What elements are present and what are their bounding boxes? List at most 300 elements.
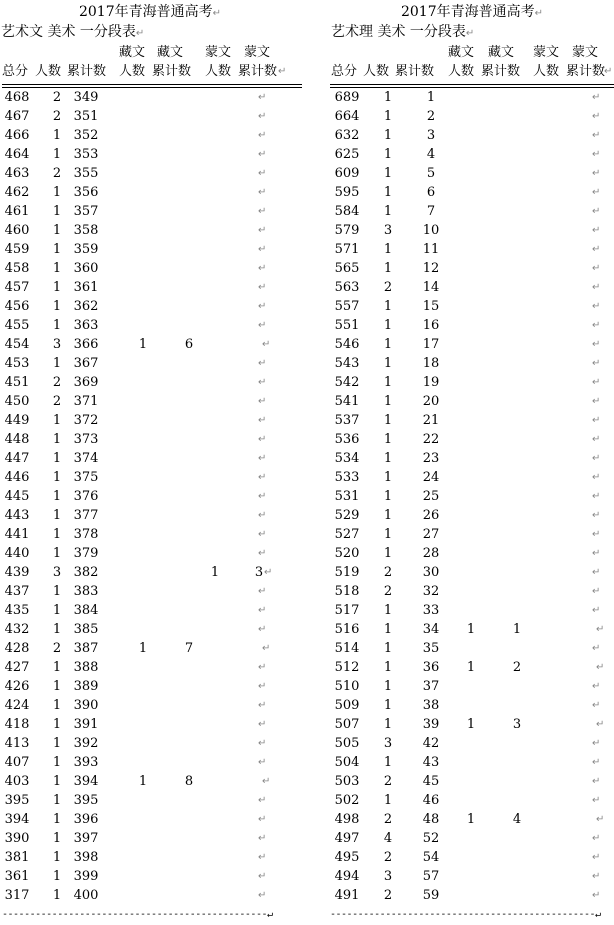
cumulative-cell: 5 [426, 166, 436, 181]
score-cell: 454 [4, 337, 30, 352]
paragraph-mark-icon: ↵ [592, 890, 601, 901]
count-cell: 1 [383, 109, 393, 124]
score-cell: 403 [4, 774, 30, 789]
score-cell: 457 [4, 280, 30, 295]
cumulative-cell: 372 [73, 413, 99, 428]
paragraph-mark-icon: ↵ [592, 263, 601, 274]
cumulative-cell: 38 [422, 698, 440, 713]
cumulative-cell: 382 [73, 565, 99, 580]
table-row [0, 582, 300, 601]
cumulative-cell: 349 [73, 90, 99, 105]
count-cell: 1 [383, 128, 393, 143]
score-cell: 464 [4, 147, 30, 162]
zang-count-cell: 1 [466, 717, 476, 732]
right-table-subtitle: 艺术理 美术 一分段表 [331, 24, 466, 40]
count-cell: 1 [383, 394, 393, 409]
count-cell: 1 [52, 888, 62, 903]
count-cell: 1 [52, 869, 62, 884]
count-cell: 1 [383, 755, 393, 770]
score-cell: 529 [334, 508, 360, 523]
table-row [330, 829, 614, 848]
table-row [330, 316, 614, 335]
score-cell: 455 [4, 318, 30, 333]
table-row [330, 810, 614, 829]
cumulative-cell: 23 [422, 451, 440, 466]
left-header-meng-count: 人数 [205, 64, 232, 79]
table-row [0, 392, 300, 411]
count-cell: 1 [383, 432, 393, 447]
cumulative-cell: 33 [422, 603, 440, 618]
count-cell: 2 [383, 565, 393, 580]
zang-cumulative-cell: 2 [512, 660, 522, 675]
paragraph-mark-icon: ↵ [592, 453, 601, 464]
table-row [0, 259, 300, 278]
score-cell: 443 [4, 508, 30, 523]
section-break-line: ------------------------------------------------↵ [330, 909, 601, 920]
paragraph-mark-icon: ↵ [262, 643, 271, 654]
paragraph-mark-icon: ↵ [258, 700, 267, 711]
paragraph-mark-icon: ↵ [592, 510, 601, 521]
paragraph-mark-icon: ↵ [258, 225, 267, 236]
count-cell: 1 [383, 299, 393, 314]
paragraph-mark-icon: ↵ [258, 529, 267, 540]
cumulative-cell: 376 [73, 489, 99, 504]
count-cell: 2 [52, 641, 62, 656]
count-cell: 2 [52, 166, 62, 181]
score-cell: 439 [4, 565, 30, 580]
cumulative-cell: 385 [73, 622, 99, 637]
cumulative-cell: 18 [422, 356, 440, 371]
table-row [0, 164, 300, 183]
score-cell: 520 [334, 546, 360, 561]
table-row [330, 297, 614, 316]
cumulative-cell: 26 [422, 508, 440, 523]
score-cell: 495 [334, 850, 360, 865]
score-cell: 458 [4, 261, 30, 276]
score-cell: 534 [334, 451, 360, 466]
count-cell: 1 [52, 451, 62, 466]
count-cell: 1 [52, 736, 62, 751]
score-cell: 428 [4, 641, 30, 656]
count-cell: 1 [383, 641, 393, 656]
count-cell: 3 [383, 736, 393, 751]
zang-count-cell: 1 [138, 774, 148, 789]
cumulative-cell: 54 [422, 850, 440, 865]
left-table-body [0, 88, 300, 905]
table-row [0, 126, 300, 145]
count-cell: 1 [383, 622, 393, 637]
paragraph-mark-icon: ↵ [592, 643, 601, 654]
count-cell: 1 [383, 793, 393, 808]
count-cell: 1 [383, 413, 393, 428]
header-rule [2, 84, 302, 85]
table-row [330, 373, 614, 392]
cumulative-cell: 12 [422, 261, 440, 276]
cumulative-cell: 10 [422, 223, 440, 238]
table-row [0, 791, 300, 810]
table-row [0, 468, 300, 487]
paragraph-mark-icon: ↵ [592, 548, 601, 559]
left-table-title: 2017年青海普通高考 [78, 4, 213, 20]
paragraph-mark-icon: ↵ [258, 396, 267, 407]
score-cell: 518 [334, 584, 360, 599]
meng-count-cell: 1 [210, 565, 220, 580]
cumulative-cell: 383 [73, 584, 99, 599]
right-header-zang-renshu-top: 藏文 [448, 45, 475, 60]
paragraph-mark-icon: ↵ [258, 890, 267, 901]
cumulative-cell: 396 [73, 812, 99, 827]
right-header-meng-cumulative: 累计数 [566, 64, 606, 79]
zang-count-cell: 1 [138, 337, 148, 352]
table-row [330, 658, 614, 677]
table-row [330, 677, 614, 696]
cumulative-cell: 355 [73, 166, 99, 181]
right-header-cumulative: 累计数 [395, 64, 435, 79]
score-cell: 565 [334, 261, 360, 276]
cumulative-cell: 17 [422, 337, 440, 352]
cumulative-cell: 21 [422, 413, 440, 428]
paragraph-mark-icon: ↵ [592, 586, 601, 597]
cumulative-cell: 16 [422, 318, 440, 333]
score-cell: 563 [334, 280, 360, 295]
score-cell: 381 [4, 850, 30, 865]
score-cell: 517 [334, 603, 360, 618]
paragraph-mark-icon: ↵ [258, 548, 267, 559]
table-row [0, 544, 300, 563]
table-row [330, 867, 614, 886]
cumulative-cell: 22 [422, 432, 440, 447]
table-row [0, 525, 300, 544]
cumulative-cell: 35 [422, 641, 440, 656]
cumulative-cell: 32 [422, 584, 440, 599]
score-cell: 440 [4, 546, 30, 561]
paragraph-mark-icon: ↵ [592, 605, 601, 616]
score-cell: 551 [334, 318, 360, 333]
paragraph-mark-icon: ↵ [258, 168, 267, 179]
zang-count-cell: 1 [466, 660, 476, 675]
paragraph-mark-icon: ↵ [258, 814, 267, 825]
right-header-meng-leiji-top: 蒙文 [572, 45, 599, 60]
score-cell: 361 [4, 869, 30, 884]
paragraph-mark-icon: ↵ [596, 814, 605, 825]
paragraph-mark-icon: ↵ [258, 453, 267, 464]
cumulative-cell: 400 [73, 888, 99, 903]
score-cell: 441 [4, 527, 30, 542]
count-cell: 1 [383, 508, 393, 523]
score-cell: 579 [334, 223, 360, 238]
paragraph-mark-icon: ↵ [258, 472, 267, 483]
paragraph-mark-icon: ↵ [258, 833, 267, 844]
table-row [0, 734, 300, 753]
score-cell: 466 [4, 128, 30, 143]
left-header-meng-leiji-top: 蒙文 [244, 45, 271, 60]
cumulative-cell: 25 [422, 489, 440, 504]
cumulative-cell: 390 [73, 698, 99, 713]
score-cell: 584 [334, 204, 360, 219]
paragraph-mark-icon: ↵ [258, 491, 267, 502]
cumulative-cell: 57 [422, 869, 440, 884]
score-cell: 446 [4, 470, 30, 485]
paragraph-mark-icon: ↵ [262, 776, 271, 787]
count-cell: 1 [383, 546, 393, 561]
paragraph-mark-icon: ↵ [258, 282, 267, 293]
table-row [0, 430, 300, 449]
paragraph-mark-icon: ↵ [592, 529, 601, 540]
score-cell: 448 [4, 432, 30, 447]
score-cell: 509 [334, 698, 360, 713]
cumulative-cell: 19 [422, 375, 440, 390]
score-cell: 557 [334, 299, 360, 314]
table-row [0, 639, 300, 658]
table-row [330, 335, 614, 354]
score-cell: 542 [334, 375, 360, 390]
cumulative-cell: 392 [73, 736, 99, 751]
cumulative-cell: 361 [73, 280, 99, 295]
cumulative-cell: 379 [73, 546, 99, 561]
paragraph-mark-icon: ↵ [596, 662, 605, 673]
paragraph-mark-icon: ↵ [592, 567, 601, 578]
table-row [0, 848, 300, 867]
table-row [0, 696, 300, 715]
table-row [330, 449, 614, 468]
table-row [0, 506, 300, 525]
score-cell: 394 [4, 812, 30, 827]
count-cell: 2 [52, 375, 62, 390]
table-row [330, 278, 614, 297]
left-header-score: 总分 [2, 64, 29, 79]
cumulative-cell: 28 [422, 546, 440, 561]
count-cell: 1 [52, 147, 62, 162]
paragraph-mark-icon: ↵ [592, 225, 601, 236]
count-cell: 1 [52, 793, 62, 808]
left-header-zang-leiji-top: 藏文 [157, 45, 184, 60]
paragraph-mark-icon: ↵ [592, 111, 601, 122]
cumulative-cell: 393 [73, 755, 99, 770]
table-row [0, 297, 300, 316]
count-cell: 2 [383, 888, 393, 903]
score-cell: 395 [4, 793, 30, 808]
paragraph-mark-icon: ↵ [258, 757, 267, 768]
count-cell: 1 [52, 489, 62, 504]
count-cell: 1 [52, 280, 62, 295]
paragraph-mark-icon: ↵ [258, 187, 267, 198]
count-cell: 1 [383, 337, 393, 352]
paragraph-mark-icon: ↵ [592, 871, 601, 882]
paragraph-mark-icon: ↵ [258, 111, 267, 122]
table-row [0, 183, 300, 202]
paragraph-mark-icon: ↵ [258, 795, 267, 806]
table-row [0, 658, 300, 677]
score-cell: 390 [4, 831, 30, 846]
cumulative-cell: 352 [73, 128, 99, 143]
table-row [330, 430, 614, 449]
count-cell: 1 [52, 432, 62, 447]
table-row [330, 88, 614, 107]
cumulative-cell: 37 [422, 679, 440, 694]
score-cell: 502 [334, 793, 360, 808]
cumulative-cell: 377 [73, 508, 99, 523]
table-row [330, 145, 614, 164]
table-row [330, 582, 614, 601]
zang-cumulative-cell: 6 [184, 337, 194, 352]
cumulative-cell: 391 [73, 717, 99, 732]
count-cell: 1 [383, 698, 393, 713]
left-header-cumulative: 累计数 [67, 64, 107, 79]
count-cell: 1 [52, 185, 62, 200]
count-cell: 2 [52, 90, 62, 105]
score-cell: 507 [334, 717, 360, 732]
count-cell: 1 [52, 812, 62, 827]
table-row [330, 468, 614, 487]
count-cell: 1 [52, 755, 62, 770]
score-cell: 426 [4, 679, 30, 694]
count-cell: 1 [383, 679, 393, 694]
table-row [330, 601, 614, 620]
cumulative-cell: 356 [73, 185, 99, 200]
table-row [330, 506, 614, 525]
paragraph-mark-icon: ↵ [592, 92, 601, 103]
left-header-zang-count: 人数 [119, 64, 146, 79]
paragraph-mark-icon: ↵ [258, 377, 267, 388]
right-header-score: 总分 [331, 64, 358, 79]
paragraph-mark-icon: ↵ [258, 510, 267, 521]
score-cell: 451 [4, 375, 30, 390]
count-cell: 1 [383, 90, 393, 105]
score-cell: 467 [4, 109, 30, 124]
table-row [330, 563, 614, 582]
table-row [0, 88, 300, 107]
cumulative-cell: 7 [426, 204, 436, 219]
table-row [0, 373, 300, 392]
cumulative-cell: 42 [422, 736, 440, 751]
score-cell: 462 [4, 185, 30, 200]
table-row [330, 544, 614, 563]
score-cell: 491 [334, 888, 360, 903]
table-row [0, 620, 300, 639]
paragraph-mark-icon: ↵ [592, 738, 601, 749]
count-cell: 1 [383, 660, 393, 675]
table-row [0, 487, 300, 506]
table-row [0, 221, 300, 240]
table-row [330, 183, 614, 202]
cumulative-cell: 395 [73, 793, 99, 808]
paragraph-mark-icon: ↵ [258, 301, 267, 312]
right-header-zang-cumulative: 累计数 [481, 64, 521, 79]
cumulative-cell: 369 [73, 375, 99, 390]
count-cell: 2 [52, 394, 62, 409]
score-cell: 689 [334, 90, 360, 105]
count-cell: 2 [52, 109, 62, 124]
score-cell: 494 [334, 869, 360, 884]
table-row [0, 278, 300, 297]
cumulative-cell: 52 [422, 831, 440, 846]
cumulative-cell: 358 [73, 223, 99, 238]
table-row [330, 354, 614, 373]
score-cell: 514 [334, 641, 360, 656]
score-cell: 460 [4, 223, 30, 238]
cumulative-cell: 48 [422, 812, 440, 827]
paragraph-mark-icon: ↵ [258, 358, 267, 369]
paragraph-mark-icon: ↵ [592, 434, 601, 445]
table-row [0, 411, 300, 430]
paragraph-mark-icon: ↵ [592, 681, 601, 692]
header-rule [330, 84, 614, 85]
table-row [330, 715, 614, 734]
count-cell: 3 [383, 223, 393, 238]
meng-cumulative-cell: 3 [254, 565, 264, 580]
count-cell: 1 [383, 261, 393, 276]
cumulative-cell: 366 [73, 337, 99, 352]
score-cell: 512 [334, 660, 360, 675]
count-cell: 1 [52, 831, 62, 846]
count-cell: 1 [52, 527, 62, 542]
paragraph-mark-icon: ↵ [592, 244, 601, 255]
paragraph-mark-icon: ↵ [262, 339, 271, 350]
table-row [330, 791, 614, 810]
paragraph-mark-icon: ↵ [258, 320, 267, 331]
paragraph-mark-icon: ↵ [592, 320, 601, 331]
count-cell: 1 [383, 185, 393, 200]
count-cell: 2 [383, 280, 393, 295]
count-cell: 1 [52, 223, 62, 238]
count-cell: 1 [383, 318, 393, 333]
score-cell: 445 [4, 489, 30, 504]
paragraph-mark-icon: ↵ [592, 130, 601, 141]
right-header-meng-count: 人数 [533, 64, 560, 79]
paragraph-mark-icon: ↵ [258, 852, 267, 863]
paragraph-mark-icon: ↵ [258, 149, 267, 160]
cumulative-cell: 378 [73, 527, 99, 542]
paragraph-mark-icon: ↵ [592, 396, 601, 407]
count-cell: 1 [52, 204, 62, 219]
paragraph-mark-icon: ↵ [592, 852, 601, 863]
zang-cumulative-cell: 3 [512, 717, 522, 732]
paragraph-mark-icon: ↵ [258, 206, 267, 217]
score-cell: 505 [334, 736, 360, 751]
table-row [330, 772, 614, 791]
score-cell: 595 [334, 185, 360, 200]
right-table-title: 2017年青海普通高考 [400, 4, 535, 20]
count-cell: 1 [52, 584, 62, 599]
score-cell: 459 [4, 242, 30, 257]
table-row [330, 734, 614, 753]
table-row [0, 753, 300, 772]
left-header-count: 人数 [35, 64, 62, 79]
cumulative-cell: 59 [422, 888, 440, 903]
cumulative-cell: 39 [422, 717, 440, 732]
score-cell: 413 [4, 736, 30, 751]
count-cell: 1 [52, 261, 62, 276]
count-cell: 1 [383, 147, 393, 162]
count-cell: 1 [383, 603, 393, 618]
right-header-meng-renshu-top: 蒙文 [533, 45, 560, 60]
cumulative-cell: 2 [426, 109, 436, 124]
zang-cumulative-cell: 7 [184, 641, 194, 656]
score-cell: 516 [334, 622, 360, 637]
cumulative-cell: 357 [73, 204, 99, 219]
left-header-zang-cumulative: 累计数 [152, 64, 192, 79]
cumulative-cell: 45 [422, 774, 440, 789]
count-cell: 3 [52, 565, 62, 580]
score-cell: 537 [334, 413, 360, 428]
table-row [330, 259, 614, 278]
paragraph-mark-icon: ↵ [592, 415, 601, 426]
score-cell: 533 [334, 470, 360, 485]
count-cell: 1 [52, 850, 62, 865]
cumulative-cell: 389 [73, 679, 99, 694]
score-cell: 461 [4, 204, 30, 219]
count-cell: 1 [383, 489, 393, 504]
